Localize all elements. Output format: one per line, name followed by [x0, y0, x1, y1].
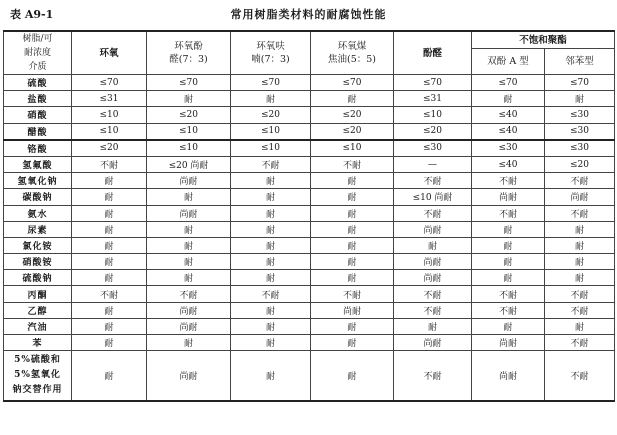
- table-cell: 耐: [147, 254, 231, 270]
- table-cell: 耐: [311, 237, 394, 253]
- row-medium-name: 盐酸: [4, 91, 72, 107]
- table-cell: ≤20: [311, 123, 394, 140]
- col-header-phthalic: 邻苯型: [545, 49, 615, 75]
- table-cell: 耐: [472, 318, 545, 334]
- table-cell: ≤20: [545, 156, 615, 172]
- table-cell: 不耐: [311, 286, 394, 302]
- table-cell: ≤20: [231, 107, 311, 123]
- row-medium-name: 碳酸钠: [4, 189, 72, 205]
- table-cell: 耐: [231, 270, 311, 286]
- table-row: [4, 140, 615, 157]
- row-medium-name: 氢氟酸: [4, 156, 72, 172]
- row-medium-name: 硫酸钠: [4, 270, 72, 286]
- table-cell: 耐: [311, 91, 394, 107]
- table-cell: 尚耐: [147, 318, 231, 334]
- table-cell: 不耐: [472, 286, 545, 302]
- col-header-epoxy-coal-tar: 环氧煤 焦油(5：5): [311, 31, 394, 75]
- table-cell: ≤31: [394, 91, 472, 107]
- table-cell: 耐: [472, 237, 545, 253]
- table-cell: ≤10: [231, 123, 311, 140]
- table-cell: ≤40: [472, 156, 545, 172]
- table-cell: 耐: [147, 221, 231, 237]
- col-header-epoxy-furan: 环氧呋 喃(7：3): [231, 31, 311, 75]
- table-row: [4, 75, 615, 91]
- table-cell: 不耐: [545, 302, 615, 318]
- row-medium-name-line: 5%硫酸和: [14, 355, 61, 366]
- table-cell: 耐: [545, 318, 615, 334]
- col-header-group-polyester: 不饱和聚酯: [472, 31, 615, 49]
- table-cell: ≤20: [147, 107, 231, 123]
- table-cell: 耐: [231, 91, 311, 107]
- table-cell: ≤30: [545, 123, 615, 140]
- table-cell: 耐: [394, 237, 472, 253]
- table-cell: ≤70: [147, 75, 231, 91]
- table-cell: 耐: [72, 237, 147, 253]
- row-medium-name: 尿素: [4, 221, 72, 237]
- table-cell: 耐: [311, 221, 394, 237]
- table-cell: 耐: [231, 254, 311, 270]
- table-row: [4, 91, 615, 107]
- table-cell: —: [394, 156, 472, 172]
- table-cell: 耐: [147, 237, 231, 253]
- table-cell: ≤70: [394, 75, 472, 91]
- table-cell: ≤10: [394, 107, 472, 123]
- table-cell: 耐: [311, 205, 394, 221]
- table-cell: 耐: [311, 318, 394, 334]
- table-cell: 尚耐: [311, 302, 394, 318]
- table-caption: [4, 6, 613, 24]
- table-cell: ≤20 尚耐: [147, 156, 231, 172]
- table-cell: 耐: [72, 335, 147, 351]
- table-cell: 耐: [394, 318, 472, 334]
- table-row: [4, 173, 615, 189]
- table-cell: ≤30: [472, 140, 545, 157]
- corner-header: [4, 31, 72, 75]
- table-row: [4, 270, 615, 286]
- table-cell: 耐: [311, 351, 394, 402]
- table-row: [4, 107, 615, 123]
- table-cell: 不耐: [472, 205, 545, 221]
- table-cell: 尚耐: [472, 335, 545, 351]
- table-cell: ≤10 尚耐: [394, 189, 472, 205]
- table-cell: 耐: [545, 254, 615, 270]
- table-cell: ≤30: [545, 140, 615, 157]
- table-cell: 不耐: [394, 173, 472, 189]
- table-row: [4, 221, 615, 237]
- table-cell: 耐: [72, 351, 147, 402]
- table-cell: 耐: [311, 270, 394, 286]
- table-cell: 耐: [147, 335, 231, 351]
- table-cell: 不耐: [472, 302, 545, 318]
- row-medium-name: 硝酸: [4, 107, 72, 123]
- table-row: [4, 156, 615, 172]
- table-cell: 耐: [311, 335, 394, 351]
- table-cell: 尚耐: [394, 335, 472, 351]
- table-cell: 不耐: [545, 286, 615, 302]
- table-row: [4, 302, 615, 318]
- row-medium-name-line: 钠交替作用: [12, 385, 63, 396]
- table-cell: 不耐: [545, 205, 615, 221]
- row-medium-name: 丙酮: [4, 286, 72, 302]
- table-cell: ≤10: [311, 140, 394, 157]
- table-cell: 耐: [72, 173, 147, 189]
- table-cell: 不耐: [472, 173, 545, 189]
- table-cell: 尚耐: [545, 189, 615, 205]
- table-cell: ≤70: [231, 75, 311, 91]
- table-cell: ≤10: [231, 140, 311, 157]
- table-cell: 不耐: [394, 351, 472, 402]
- table-cell: 耐: [231, 205, 311, 221]
- table-cell: 耐: [311, 254, 394, 270]
- table-row: [4, 205, 615, 221]
- table-cell: 耐: [311, 173, 394, 189]
- table-cell: ≤40: [472, 123, 545, 140]
- row-medium-name: 乙醇: [4, 302, 72, 318]
- corner-line-1: 树脂/可: [22, 34, 53, 44]
- table-cell: ≤20: [72, 140, 147, 157]
- table-cell: 不耐: [147, 286, 231, 302]
- corner-line-3: 介质: [28, 62, 47, 72]
- table-cell: 尚耐: [394, 221, 472, 237]
- corner-line-2: 耐浓度: [23, 48, 51, 58]
- table-cell: 耐: [472, 91, 545, 107]
- col-header-epoxy: 环氧: [72, 31, 147, 75]
- table-cell: 不耐: [231, 156, 311, 172]
- table-cell: ≤10: [72, 123, 147, 140]
- table-cell: ≤31: [72, 91, 147, 107]
- row-medium-name: 硝酸铵: [4, 254, 72, 270]
- table-cell: 耐: [72, 302, 147, 318]
- table-row: [4, 189, 615, 205]
- table-cell: 耐: [72, 221, 147, 237]
- table-cell: ≤20: [311, 107, 394, 123]
- table-cell: 耐: [231, 351, 311, 402]
- table-cell: 不耐: [545, 173, 615, 189]
- table-cell: 耐: [231, 221, 311, 237]
- row-medium-name: 汽油: [4, 318, 72, 334]
- table-cell: 耐: [545, 91, 615, 107]
- table-cell: 耐: [472, 270, 545, 286]
- row-medium-name: 氢氧化钠: [4, 173, 72, 189]
- table-cell: 尚耐: [147, 173, 231, 189]
- table-cell: 耐: [147, 91, 231, 107]
- table-body: [4, 75, 615, 402]
- col-header-phenolic: 酚醛: [394, 31, 472, 75]
- table-row: [4, 286, 615, 302]
- col-header-epoxy-phenolic: 环氧酚 醛(7：3): [147, 31, 231, 75]
- table-cell: 尚耐: [472, 351, 545, 402]
- table-number: 表 A9-1: [10, 8, 54, 21]
- table-cell: 尚耐: [147, 351, 231, 402]
- table-cell: 耐: [147, 189, 231, 205]
- table-cell: 耐: [72, 205, 147, 221]
- table-title: 常用树脂类材料的耐腐蚀性能: [230, 8, 387, 21]
- table-cell: 耐: [472, 254, 545, 270]
- table-cell: ≤70: [72, 75, 147, 91]
- table-cell: 不耐: [545, 351, 615, 402]
- table-cell: 不耐: [72, 156, 147, 172]
- table-cell: 耐: [231, 173, 311, 189]
- row-medium-name: 苯: [4, 335, 72, 351]
- resistance-table: [3, 30, 615, 402]
- table-cell: 尚耐: [147, 205, 231, 221]
- table-cell: 耐: [472, 221, 545, 237]
- table-cell: 不耐: [545, 335, 615, 351]
- table-cell: 耐: [231, 335, 311, 351]
- table-cell: 不耐: [311, 156, 394, 172]
- table-cell: 耐: [231, 318, 311, 334]
- table-cell: 尚耐: [472, 189, 545, 205]
- table-cell: 耐: [311, 189, 394, 205]
- table-cell: ≤20: [394, 123, 472, 140]
- row-medium-name: 硫酸: [4, 75, 72, 91]
- table-cell: 不耐: [72, 286, 147, 302]
- table-cell: 不耐: [231, 286, 311, 302]
- row-medium-name: [4, 351, 72, 402]
- row-medium-name-line: 5%氢氧化: [14, 370, 61, 381]
- table-cell: 耐: [72, 270, 147, 286]
- table-cell: ≤30: [394, 140, 472, 157]
- table-cell: ≤70: [311, 75, 394, 91]
- table-cell: 不耐: [394, 286, 472, 302]
- table-row: [4, 237, 615, 253]
- row-medium-name: 氨水: [4, 205, 72, 221]
- table-cell: 耐: [545, 237, 615, 253]
- table-cell: ≤30: [545, 107, 615, 123]
- table-cell: 耐: [72, 318, 147, 334]
- table-cell: ≤10: [72, 107, 147, 123]
- table-cell: ≤70: [472, 75, 545, 91]
- table-cell: 耐: [72, 189, 147, 205]
- row-medium-name: 氯化铵: [4, 237, 72, 253]
- table-cell: 耐: [231, 302, 311, 318]
- row-medium-name: 醋酸: [4, 123, 72, 140]
- table-cell: 耐: [545, 270, 615, 286]
- table-cell: 不耐: [394, 205, 472, 221]
- col-header-bisphenol-a: 双酚 A 型: [472, 49, 545, 75]
- table-cell: 耐: [231, 189, 311, 205]
- table-row: [4, 254, 615, 270]
- table-row: [4, 318, 615, 334]
- table-cell: ≤40: [472, 107, 545, 123]
- table-cell: 不耐: [394, 302, 472, 318]
- table-row: [4, 351, 615, 402]
- table-cell: 耐: [231, 237, 311, 253]
- table-cell: ≤10: [147, 140, 231, 157]
- table-cell: ≤70: [545, 75, 615, 91]
- table-cell: 耐: [72, 254, 147, 270]
- table-cell: 尚耐: [394, 270, 472, 286]
- table-cell: 尚耐: [147, 302, 231, 318]
- row-medium-name: 铬酸: [4, 140, 72, 157]
- table-cell: ≤10: [147, 123, 231, 140]
- table-cell: 耐: [545, 221, 615, 237]
- table-cell: 耐: [147, 270, 231, 286]
- table-row: [4, 335, 615, 351]
- table-row: [4, 123, 615, 140]
- table-cell: 尚耐: [394, 254, 472, 270]
